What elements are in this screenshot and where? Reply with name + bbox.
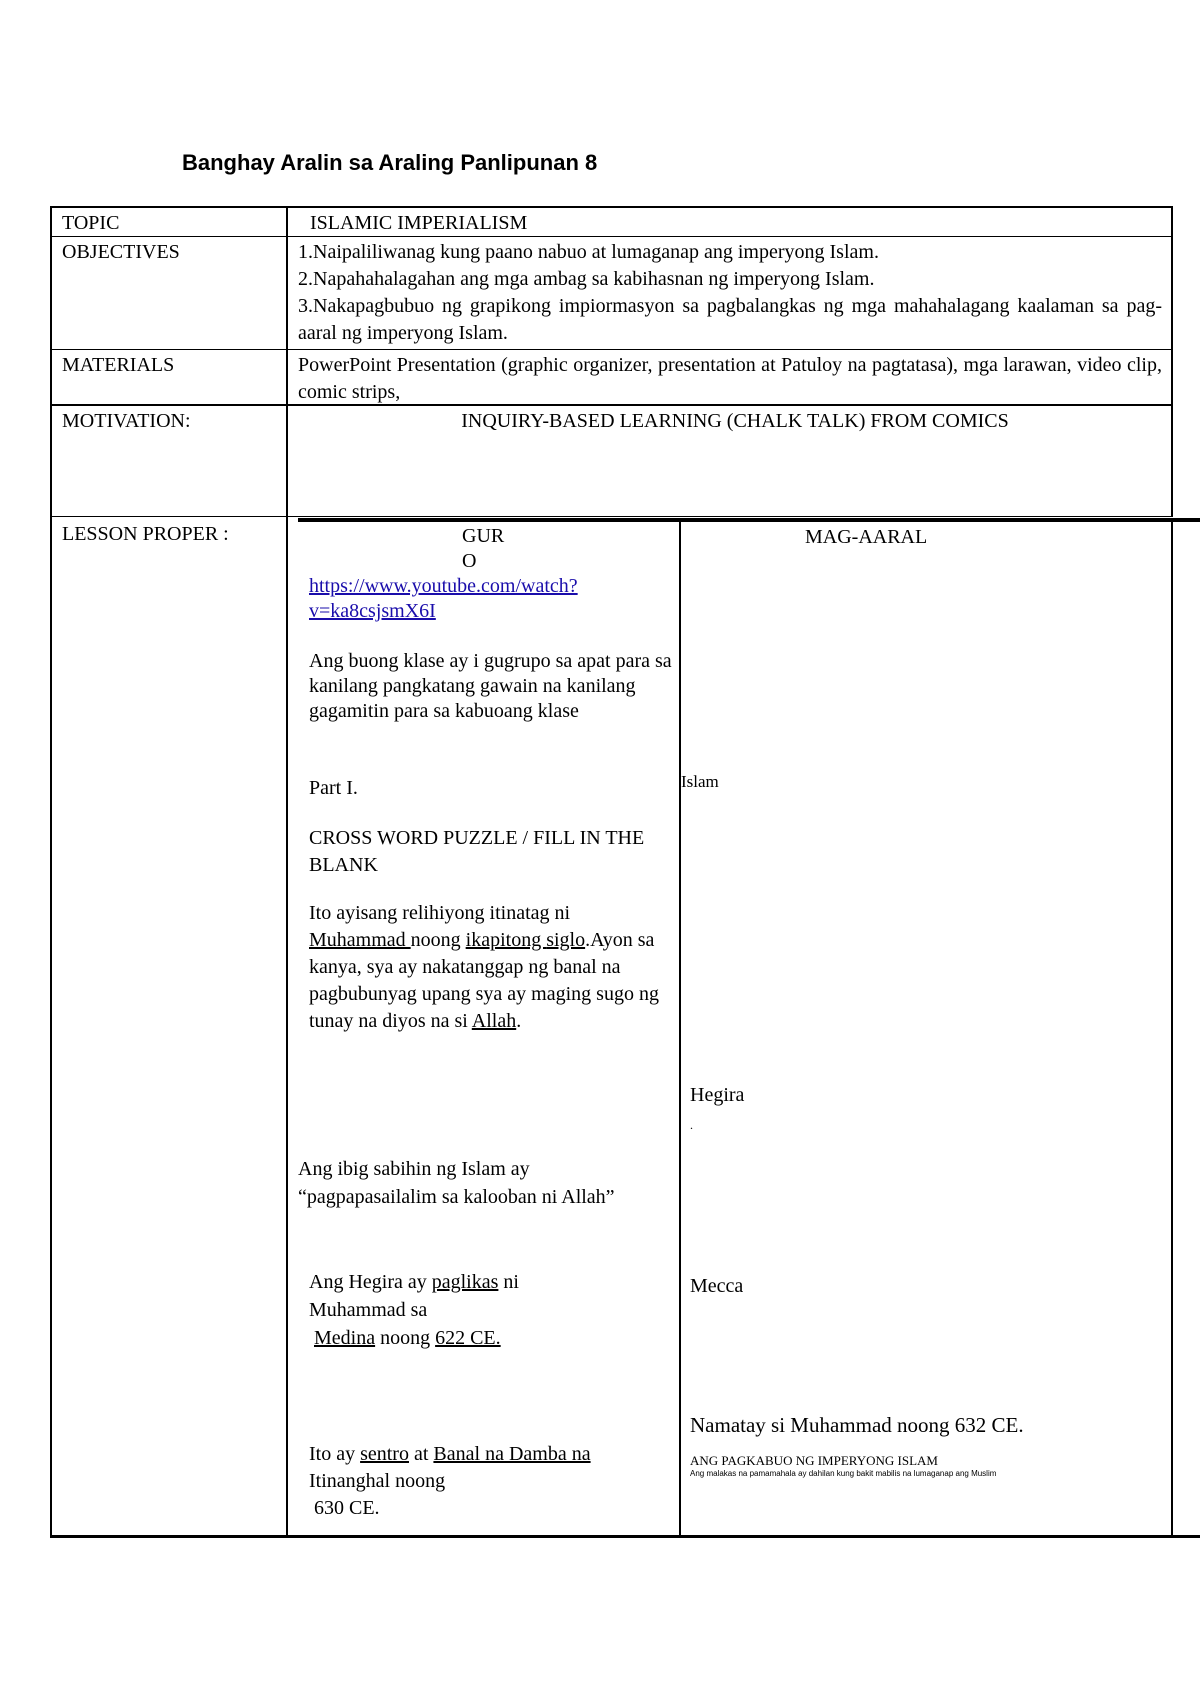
topic-label: TOPIC	[62, 212, 120, 234]
objectives-list	[298, 239, 1162, 347]
answer-heading: ANG PAGKABUO NG IMPERYONG ISLAM	[690, 1453, 938, 1468]
motivation-label: MOTIVATION:	[62, 410, 191, 432]
puzzle-title: CROSS WORD PUZZLE / FILL IN THE BLANK	[309, 827, 645, 876]
table-border-right	[1171, 206, 1173, 517]
row-line-2	[50, 349, 1173, 350]
video-link[interactable]	[309, 574, 578, 624]
table-border-top	[50, 206, 1173, 208]
objective-item: 3.Nakapagbubuo ng grapikong impiormasyon sa pagbalangkas ng mga mahahalagang kaalaman sa pag-aaral ng imperyong Islam.	[298, 295, 1162, 344]
answer-islam: Islam	[681, 772, 719, 791]
table-border-bottom	[50, 1535, 1200, 1538]
objective-item: 2.Napahahalagahan ang mga ambag sa kabihasnan ng imperyong Islam.	[298, 268, 875, 290]
blank-622: 622 CE.	[435, 1327, 501, 1349]
materials-value: PowerPoint Presentation (graphic organizer, presentation at Patuloy na pagtatasa), mga larawan, video clip, comic strips,	[298, 354, 1162, 403]
question-1: Ito ayisang relihiyong itinatag ni Muhammad noong ikapitong siglo.Ayon sa kanya, sya ay nakatanggap ng banal na pagbubunyag upang sya ay maging sugo ng tunay na diyos na si Allah.	[309, 902, 659, 1032]
group-instruction: Ang buong klase ay i gugrupo sa apat para sa kanilang pangkatang gawain na kanilang gagamitin para sa kabuoang klase	[309, 650, 672, 722]
materials-label: MATERIALS	[62, 354, 175, 376]
answer-namatay: Namatay si Muhammad noong 632 CE.	[690, 1413, 1024, 1437]
blank-medina: Medina	[314, 1327, 376, 1349]
question-2: Ang ibig sabihin ng Islam ay “pagpapasailalim sa kalooban ni Allah”	[298, 1158, 615, 1208]
magaaral-header: MAG-AARAL	[805, 526, 928, 548]
video-link-line-2[interactable]: v=ka8csjsmX6I	[309, 600, 436, 622]
blank-sentro: sentro	[360, 1443, 409, 1465]
answer-hegira: Hegira	[690, 1084, 745, 1106]
blank-banal: Banal na Damba na	[433, 1443, 591, 1465]
answer-tiny-text: Ang malakas na pamamahala ay dahilan kung bakit mabilis na lumaganap ang Muslim	[690, 1469, 997, 1478]
lesson-inner-divider	[679, 520, 681, 1536]
question-4: Ito ay sentro at Banal na Damba na Itinanghal noong 630 CE.	[309, 1443, 591, 1519]
motivation-value: INQUIRY-BASED LEARNING (CHALK TALK) FROM COMICS	[461, 410, 1009, 432]
part-label: Part I.	[309, 777, 358, 799]
blank-paglikas: paglikas	[431, 1271, 499, 1293]
guro-header: GUR O	[462, 525, 505, 572]
lesson-label: LESSON PROPER :	[62, 523, 229, 545]
row-line-4	[50, 516, 1173, 517]
video-link-line-1[interactable]: https://www.youtube.com/watch?	[309, 575, 578, 597]
blank-allah: Allah	[471, 1010, 517, 1032]
topic-value: ISLAMIC IMPERIALISM	[310, 212, 528, 234]
objectives-label: OBJECTIVES	[62, 241, 180, 263]
answer-mecca: Mecca	[690, 1275, 744, 1297]
table-border-right-lower	[1171, 520, 1173, 1538]
document-title: Banghay Aralin sa Araling Panlipunan 8	[182, 150, 598, 175]
lesson-top-line	[298, 518, 1200, 522]
blank-siglo: siglo	[546, 929, 586, 951]
answer-dot: .	[690, 1118, 693, 1132]
blank-muhammad: Muhammad	[309, 929, 411, 951]
question-3: Ang Hegira ay paglikas ni Muhammad sa Medina noong 622 CE.	[309, 1271, 519, 1349]
blank-ikapitong: ikapitong	[465, 929, 547, 951]
objective-item: 1.Naipaliliwanag kung paano nabuo at lumaganap ang imperyong Islam.	[298, 241, 879, 263]
row-line-1	[50, 236, 1173, 237]
